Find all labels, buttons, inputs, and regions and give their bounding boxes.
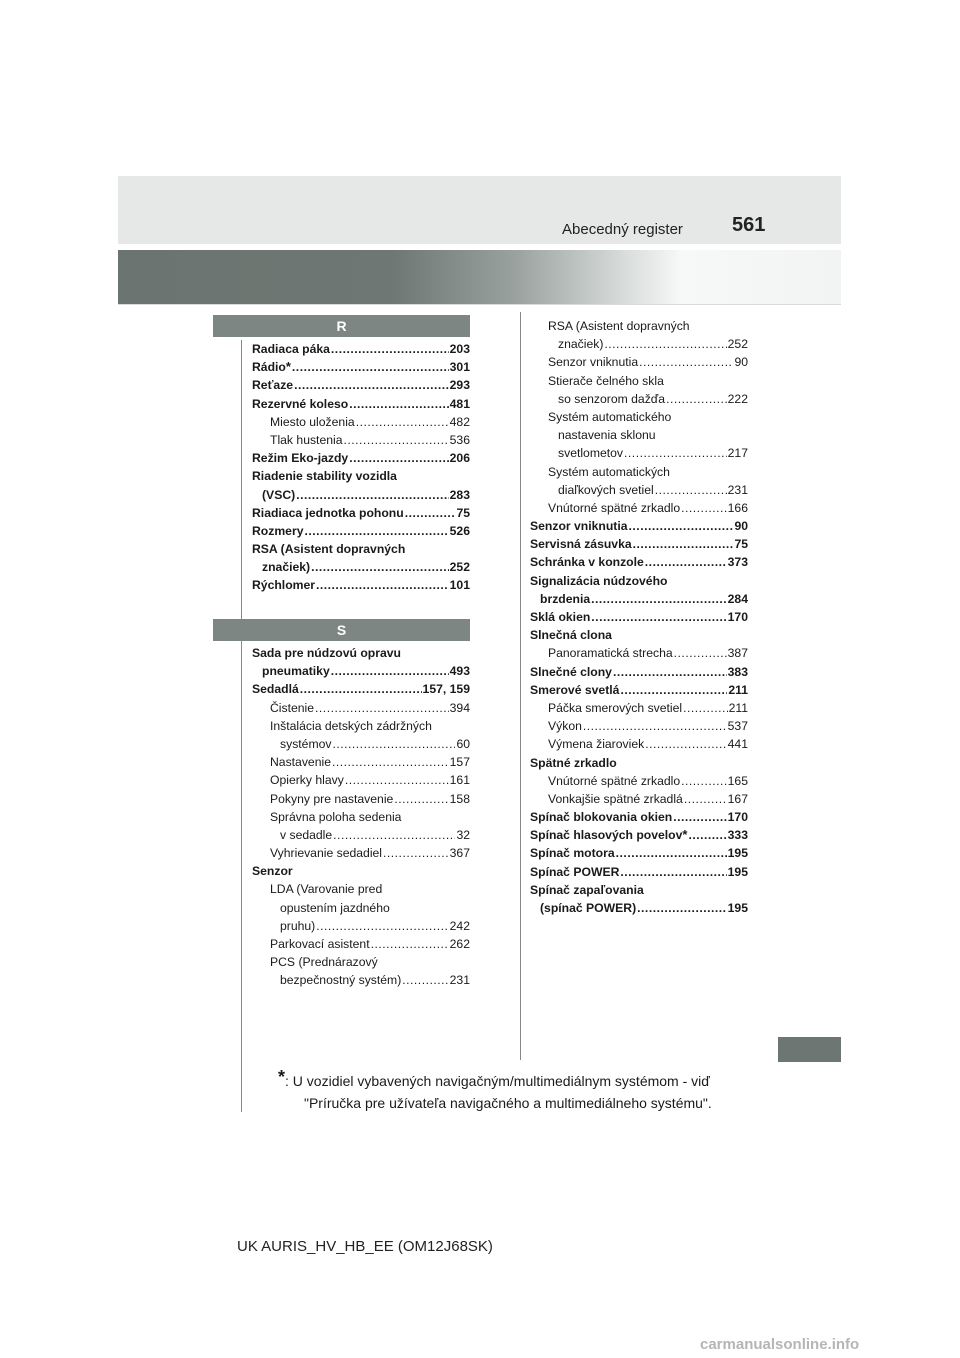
index-entry-term: Vnútorné spätné zrkadlo [548, 500, 681, 515]
index-entry [530, 790, 748, 808]
index-entry [252, 540, 470, 558]
index-entry-term: Slnečné clony [530, 664, 612, 679]
index-entry-page: 195 [727, 864, 748, 879]
index-entry-term: značiek) [558, 337, 604, 352]
leader-dots [655, 481, 727, 499]
index-entry-term: brzdenia [540, 591, 591, 606]
leader-dots [645, 735, 726, 753]
index-entry-term: systémov [280, 736, 332, 751]
section-letter-s: S [213, 619, 470, 641]
index-entry [530, 444, 748, 462]
index-entry [530, 754, 748, 772]
index-entry-page: 165 [727, 773, 748, 788]
index-entry-term: bezpečnostný systém) [280, 973, 402, 988]
index-entry-term: Nastavenie [270, 755, 331, 770]
index-entry-term: Spínač zapaľovania [530, 882, 644, 897]
index-entry [252, 971, 470, 989]
index-entry [252, 395, 470, 413]
leader-dots [294, 376, 449, 394]
index-entry [530, 863, 748, 881]
index-entry [530, 553, 748, 571]
index-entry [252, 735, 470, 753]
index-entry-term: Výmena žiaroviek [548, 737, 645, 752]
index-entry [252, 826, 470, 844]
page-number: 561 [732, 214, 766, 236]
leader-dots [304, 522, 448, 540]
index-entry-term: Režim Eko-jazdy [252, 451, 349, 466]
index-entry [530, 517, 748, 535]
index-entry-page: 90 [734, 355, 748, 370]
index-entry-page: 367 [449, 846, 470, 861]
index-entry-page: 60 [456, 736, 470, 751]
index-entry [252, 753, 470, 771]
index-entry-term: Signalizácia núdzového [530, 573, 668, 588]
index-entry-page: 242 [449, 918, 470, 933]
index-entry [530, 353, 748, 371]
index-entry [530, 372, 748, 390]
index-entry-term: Tlak hustenia [270, 432, 343, 447]
index-entry-page: 157, 159 [422, 682, 470, 697]
index-entry-page: 262 [449, 937, 470, 951]
index-entry-term: diaľkových svetiel [558, 482, 654, 497]
index-entry-page: 526 [449, 523, 470, 538]
index-entry [530, 808, 748, 826]
index-entry-term: Rezervné koleso [252, 396, 349, 411]
leader-dots [620, 863, 726, 881]
index-entry [530, 390, 748, 408]
index-entry-term: Rýchlomer [252, 578, 315, 593]
index-entry-term: pneumatiky [262, 664, 330, 679]
index-entry [252, 413, 470, 431]
index-entry-term: Spínač hlasových povelov [530, 828, 683, 843]
index-entry-term: PCS (Prednárazový [270, 955, 378, 970]
index-entry-term: Páčka smerových svetiel [548, 700, 683, 715]
index-entry-page: 101 [449, 578, 470, 593]
index-entry [530, 426, 748, 444]
index-entry-term: Reťaze [252, 378, 294, 393]
index-entry-page: 211 [728, 700, 748, 715]
footnote-star: * [278, 1067, 286, 1087]
index-entry-page: 75 [456, 505, 470, 520]
index-entry-term: Výkon [548, 719, 582, 734]
index-entry-term: pruhu) [280, 918, 316, 933]
leader-dots [315, 699, 449, 717]
index-entry-term: Panoramatická strecha [548, 646, 673, 661]
index-entry [530, 663, 748, 681]
index-entry-page: 383 [727, 664, 748, 679]
index-entry [530, 699, 748, 717]
index-entry-term: Opierky hlavy [270, 773, 344, 788]
index-entry-page: 161 [449, 773, 470, 788]
leader-dots [604, 335, 726, 353]
header-divider [118, 304, 841, 305]
index-entry-page: 373 [727, 555, 748, 570]
leader-dots [583, 717, 727, 735]
index-entry-term: Slnečná clona [530, 628, 612, 643]
index-entry-term: Inštalácia detských zádržných [270, 718, 432, 733]
index-entry-page: 195 [727, 846, 748, 861]
index-entry-term: LDA (Varovanie pred [270, 882, 383, 897]
index-entry [530, 644, 748, 662]
footnote-line-2: "Príručka pre užívateľa navigačného a multimediálneho systému". [304, 1095, 712, 1111]
index-entry [530, 481, 748, 499]
index-entry-term: Rádio [252, 360, 286, 375]
index-entry-term: Sada pre núdzovú opravu [252, 646, 401, 660]
index-entry-page: 222 [727, 391, 748, 406]
index-entry-term: Riadiaca jednotka pohonu [252, 505, 404, 520]
index-entry-term: (spínač POWER) [540, 901, 637, 915]
index-entry-term: Schránka v konzole [530, 555, 644, 570]
index-entry [530, 535, 748, 553]
index-entry-term: v sedadle [280, 827, 333, 842]
index-entry-page: 441 [727, 737, 748, 752]
leader-dots [684, 790, 727, 808]
index-entry [252, 467, 470, 485]
index-entry-page: 167 [727, 791, 748, 806]
leader-dots [620, 681, 727, 699]
index-entry-term: Spínač POWER [530, 864, 620, 879]
index-entry [530, 572, 748, 590]
leader-dots [645, 553, 727, 571]
index-entry [252, 662, 470, 680]
index-entry [252, 644, 470, 662]
index-entry-term: Senzor vniknutia [548, 355, 639, 370]
leader-dots [673, 808, 726, 826]
leader-dots [383, 844, 449, 862]
index-entry-page: 482 [449, 414, 470, 429]
leader-dots [332, 753, 449, 771]
index-entry-term: Systém automatického [548, 409, 672, 424]
index-entry-page: 301 [449, 360, 470, 375]
index-entry-term: Miesto uloženia [270, 414, 355, 429]
leader-dots [402, 971, 448, 989]
leader-dots [688, 826, 726, 844]
leader-dots [331, 662, 449, 680]
index-entry-page: 32 [456, 827, 470, 842]
index-entry-page: 157 [449, 755, 470, 770]
leader-dots [344, 431, 449, 449]
index-entry-page: 75 [734, 537, 748, 552]
leader-dots [394, 790, 448, 808]
index-entry-term: Rozmery [252, 523, 304, 538]
index-entry-term: Stierače čelného skla [548, 373, 664, 388]
index-entry-term: Pokyny pre nastavenie [270, 791, 394, 806]
leader-dots [639, 353, 733, 371]
model-code: UK AURIS_HV_HB_EE (OM12J68SK) [237, 1238, 493, 1255]
index-entry-term: Parkovací asistent [270, 937, 370, 951]
index-entry [530, 626, 748, 644]
leader-dots [332, 735, 455, 753]
index-entry-term: opustením jazdného [280, 900, 390, 915]
index-entry-term: Senzor vniknutia [530, 519, 628, 534]
index-entry-page: 387 [727, 646, 748, 661]
index-entry-page: 206 [449, 451, 470, 466]
leader-dots [629, 517, 734, 535]
index-entry [252, 376, 470, 394]
index-entry-term: nastavenia sklonu [558, 428, 656, 443]
leader-dots [591, 590, 727, 608]
leader-dots [331, 340, 449, 358]
index-entry-term: Servisná zásuvka [530, 537, 632, 552]
leader-dots [681, 772, 727, 790]
index-entry [252, 917, 470, 935]
index-entry [252, 486, 470, 504]
index-entry [530, 335, 748, 353]
leader-dots [681, 499, 727, 517]
chapter-tab-marker [778, 1037, 841, 1062]
leader-dots [356, 413, 449, 431]
section-letter-r: R [213, 315, 470, 337]
index-column-r [252, 340, 470, 595]
index-entry: Spínač hlasových povelov * ..... 333 [530, 826, 748, 844]
leader-dots [311, 558, 449, 576]
leader-dots [616, 844, 727, 862]
index-entry [252, 680, 470, 698]
index-entry [530, 590, 748, 608]
index-entry [252, 431, 470, 449]
index-entry-term: RSA (Asistent dopravných [252, 542, 406, 557]
index-entry-page: 211 [728, 682, 748, 697]
index-entry [252, 522, 470, 540]
index-entry [530, 317, 748, 335]
index-entry-term: Radiaca páka [252, 342, 330, 356]
index-entry-term: (VSC) [262, 487, 296, 502]
index-entry-term: Riadenie stability vozidla [252, 469, 397, 484]
watermark: carmanualsonline.info [700, 1336, 860, 1353]
index-column-right [530, 317, 748, 917]
index-entry-page: 493 [449, 664, 470, 679]
index-entry [252, 699, 470, 717]
index-entry-term: značiek) [262, 560, 311, 575]
index-entry-page: 284 [727, 591, 748, 606]
index-entry-page: 170 [727, 810, 748, 825]
header-gradient-band [118, 250, 841, 304]
leader-dots [316, 917, 448, 935]
column-divider-left [241, 340, 242, 1112]
index-column-s [252, 644, 470, 990]
leader-dots [371, 935, 449, 953]
index-entry-term: Čistenie [270, 700, 315, 715]
index-entry [530, 899, 748, 917]
leader-dots [349, 449, 448, 467]
index-entry [530, 717, 748, 735]
index-entry-page: 90 [734, 519, 748, 534]
index-entry-page: 283 [449, 487, 470, 502]
index-entry: Rádio * ..... 301 [252, 358, 470, 376]
index-entry-term: Sklá okien [530, 610, 591, 624]
leader-dots [405, 504, 456, 522]
index-entry-page: 394 [449, 700, 470, 715]
index-entry [252, 790, 470, 808]
index-entry [530, 735, 748, 753]
index-entry-term: Sedadlá [252, 682, 299, 697]
index-entry [530, 881, 748, 899]
leader-dots [292, 358, 449, 376]
leader-dots [345, 771, 449, 789]
index-entry-page: 231 [727, 482, 748, 497]
index-entry-term: svetlometov [558, 446, 624, 461]
footnote-line-1: : U vozidiel vybavených navigačným/multimediálnym systémom - viď [285, 1073, 710, 1089]
index-entry [252, 862, 470, 880]
leader-dots [613, 663, 727, 681]
index-entry-page: 203 [449, 342, 470, 356]
index-entry-term: Vonkajšie spätné zrkadlá [548, 791, 683, 806]
leader-dots [683, 699, 727, 717]
index-entry [530, 499, 748, 517]
section-title: Abecedný register [562, 221, 683, 238]
leader-dots [316, 576, 449, 594]
index-entry [252, 504, 470, 522]
index-entry-page: 252 [727, 337, 748, 352]
index-entry-term: Spätné zrkadlo [530, 755, 617, 770]
index-entry [252, 935, 470, 953]
index-entry [530, 844, 748, 862]
index-entry [252, 899, 470, 917]
index-entry [252, 558, 470, 576]
leader-dots [633, 535, 734, 553]
index-entry [530, 772, 748, 790]
index-entry-page: 536 [449, 432, 470, 447]
leader-dots [666, 390, 727, 408]
index-entry [252, 576, 470, 594]
index-entry-page: 293 [449, 378, 470, 393]
leader-dots [637, 899, 727, 917]
index-entry [530, 463, 748, 481]
leader-dots [624, 444, 727, 462]
leader-dots [674, 644, 727, 662]
index-entry-term: Smerové svetlá [530, 682, 620, 697]
footnote [278, 1066, 712, 1114]
index-entry [252, 880, 470, 898]
index-entry-term: Vyhrievanie sedadiel [270, 846, 383, 861]
index-entry [252, 808, 470, 826]
index-entry-term: Spínač blokovania okien [530, 810, 673, 825]
index-entry-term: so senzorom dažďa [558, 391, 666, 406]
index-entry [252, 953, 470, 971]
index-entry-page: 217 [727, 446, 748, 461]
index-entry-page: 537 [727, 719, 748, 734]
index-entry [530, 608, 748, 626]
index-entry [252, 844, 470, 862]
leader-dots [349, 395, 448, 413]
index-entry [252, 449, 470, 467]
index-entry-page: 481 [449, 396, 470, 411]
leader-dots [300, 680, 422, 698]
index-entry-term: Senzor [252, 864, 293, 879]
index-entry [252, 340, 470, 358]
leader-dots [591, 608, 726, 626]
index-entry-term: Systém automatických [548, 464, 670, 479]
index-entry-page: 333 [727, 828, 748, 843]
index-entry [530, 408, 748, 426]
index-entry [252, 717, 470, 735]
index-entry-page: 195 [727, 901, 748, 915]
index-entry-page: 231 [449, 973, 470, 988]
index-entry-page: 166 [727, 500, 748, 515]
index-entry-page: 252 [449, 560, 470, 575]
column-divider-middle [520, 312, 521, 1060]
index-entry-term: RSA (Asistent dopravných [548, 319, 690, 333]
index-entry-page: 170 [727, 610, 748, 624]
index-entry-term: Správna poloha sedenia [270, 809, 402, 824]
index-entry-term: Vnútorné spätné zrkadlo [548, 773, 681, 788]
index-entry [252, 771, 470, 789]
index-entry-page: 158 [449, 791, 470, 806]
index-entry [530, 681, 748, 699]
index-entry-term: Spínač motora [530, 846, 615, 861]
leader-dots [333, 826, 455, 844]
leader-dots [296, 486, 448, 504]
